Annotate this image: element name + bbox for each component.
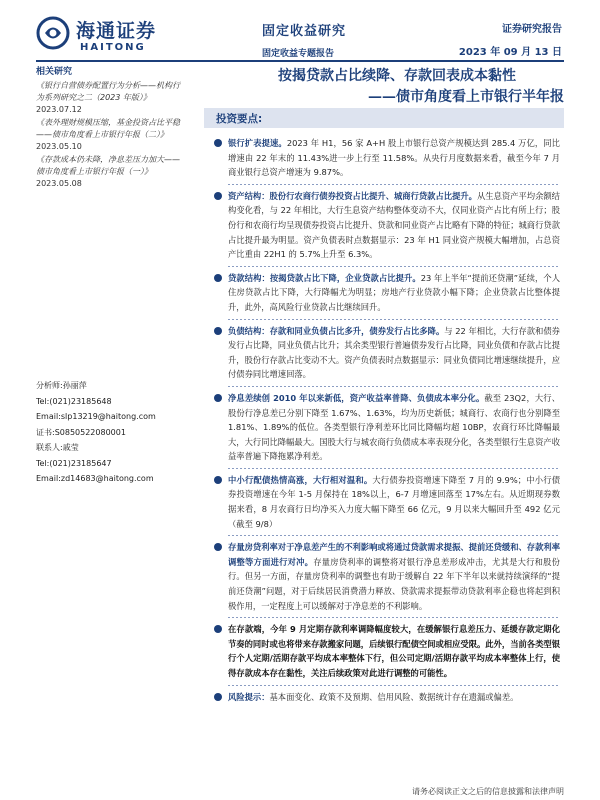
related-item[interactable] [36, 117, 186, 153]
bullet-lead: 银行扩表提速。 [228, 138, 287, 148]
bullet-lead: 风险提示： [228, 691, 270, 702]
bullet-separator [228, 386, 560, 387]
related-item-date: 2023.05.10 [36, 142, 82, 151]
related-item[interactable] [36, 154, 186, 190]
bullet-separator [228, 184, 560, 185]
bullet-separator [228, 617, 560, 618]
summary-bullet [204, 324, 564, 382]
bullet-dot-icon [214, 394, 222, 402]
bullet-separator [228, 535, 560, 536]
report-subtype: 固定收益专题报告 [262, 49, 335, 59]
analyst-contacts [36, 378, 186, 487]
summary-bullet [204, 690, 564, 705]
bullet-lead: 资产结构：股份行农商行债券投资占比提升、城商行贷款占比提升。 [228, 190, 477, 201]
bullet-text: 基本面变化、政策不及预期、信用风险、数据统计存在遗漏或偏差。 [269, 691, 519, 702]
bullet-dot-icon [214, 693, 222, 701]
bullet-text: 23 年上半年“提前还贷潮”延续，个人住房贷款占比下降，大行降幅尤为明显；房地产行业贷款小幅下降；企业贷款占比整体提升，此外，高风险行业贷款占比继续回升。 [228, 272, 560, 312]
report-title-block [200, 66, 564, 107]
disclaimer-footer: 请务必阅读正文之后的信息披露和法律声明 [412, 787, 564, 796]
summary-bullet [204, 271, 564, 315]
bullet-separator [228, 266, 560, 267]
report-header [0, 0, 600, 60]
bullet-lead: 净息差续创 2010 年以来新低，资产收益率普降、负债成本率分化。 [228, 392, 485, 403]
bullet-text: 存量房贷利率的调整将对银行净息差形成冲击，尤其是大行和股份行。但另一方面，存量房贷利率的调整也有助于缓解自 22 年下半年以来就持续演绎的“提前还贷潮”问题，对于后续居民消费潜力释放、贷款需求提振带动贷款利率企稳也将起到积极作用，一定程度上可以缓解对于净息差的不利影响。 [228, 556, 560, 611]
logo-chinese-name: 海通证券 [76, 20, 157, 42]
summary-bullet [204, 136, 564, 180]
bullet-lead: 负债结构：存款和同业负债占比多升，债券发行占比多降。 [228, 325, 445, 336]
research-category: 固定收益研究 [262, 24, 347, 39]
bullet-separator [228, 685, 560, 686]
sidebar-related-research [36, 66, 186, 191]
analyst-tel: Tel:(021)23185648 [36, 396, 112, 406]
bullet-dot-icon [214, 625, 222, 633]
bullet-dot-icon [214, 543, 222, 551]
related-item[interactable] [36, 80, 186, 116]
analyst-name: 分析师:孙丽萍 [36, 381, 87, 390]
contact-name: 联系人:戚莹 [36, 443, 79, 452]
logo-english-name: HAITONG [80, 42, 146, 53]
bullet-text: 大行债券投资增速下降至 7 月的 9.9%；中小行债券投资增速在今年 1-5 月保持在 18%以上，6-7 月增速回落至 17%左右。从近期现券数据来看，8 月农商行日均净买入力度大幅下降至 66 亿元，9 月以来大幅回升至 492 亿元（截至 9/8） [228, 474, 560, 529]
summary-heading-bar [204, 108, 564, 128]
haitong-logo [36, 16, 186, 56]
summary-bullet [204, 622, 564, 680]
bullet-dot-icon [214, 327, 222, 335]
report-type: 证券研究报告 [502, 24, 562, 35]
related-item-date: 2023.07.12 [36, 105, 82, 114]
bullet-text: 在存款端，今年 9 月定期存款利率调降幅度较大，在缓解银行息差压力、延缓存款定期化节奏的同时或也将带来存款搬家问题，后续银行配债空间或相应受限。此外，当前各类型银行个人定期/活期存款平均成本率整体下行，但公司定期/活期存款平均成本率整体上行，使得存款成本存在黏性，关注后续政策对此进行调整的可能性。 [228, 624, 560, 678]
bullet-dot-icon [214, 274, 222, 282]
contact-email[interactable]: Email:zd14683@haitong.com [36, 474, 154, 483]
bullet-lead: 贷款结构：按揭贷款占比下降，企业贷款占比提升。 [228, 272, 421, 283]
header-divider [36, 60, 564, 62]
bullet-dot-icon [214, 192, 222, 200]
report-subtitle: ——债市角度看上市银行半年报 [368, 89, 564, 105]
summary-bullet [204, 391, 564, 464]
related-item-date: 2023.05.08 [36, 179, 82, 188]
investment-summary [204, 136, 564, 704]
contact-tel: Tel:(021)23185647 [36, 458, 112, 468]
analyst-certificate: 证书:S0850522080001 [36, 427, 126, 437]
bullet-dot-icon [214, 476, 222, 484]
bullet-text: 截至 23Q2，大行、股份行净息差已分别下降至 1.67%、1.63%，均为历史新低；城商行、农商行也分别降至 1.81%、1.89%的低位。各类型银行净利差环比同比降幅均超 10BP，农商行环比降幅最大，大行同比降幅最大。国股大行与城农商行负债成本率表现分化，各类型银行生息资产收益率普遍下降拖累净利差。 [228, 392, 560, 462]
bullet-separator [228, 319, 560, 320]
analyst-email[interactable]: Email:slp13219@haitong.com [36, 412, 156, 421]
bullet-separator [228, 468, 560, 469]
related-item-title[interactable]: 《表外理财规模压缩，基金投资占比平稳——债市角度看上市银行年报（二）》 [36, 118, 180, 139]
bullet-lead: 中小行配债热情高涨，大行相对温和。 [228, 474, 373, 485]
related-item-title[interactable]: 《银行自营债券配置行为分析——机构行为系列研究之二（2023 年版）》 [36, 81, 180, 102]
haitong-logo-icon [36, 16, 70, 50]
bullet-lead: 存量房贷利率对于净息差产生的不利影响或将通过贷款需求提振、提前还贷缓和、存款利率调整等方面进行对冲。 [228, 542, 560, 567]
summary-bullet [204, 540, 564, 613]
summary-bullet [204, 189, 564, 262]
summary-bullet [204, 473, 564, 531]
bullet-text: 从生息资产平均余额结构变化看，与 22 年相比，大行生息资产结构整体变动不大，仅同业资产占比有所上行；股份行和农商行均呈现债券投资占比提升、贷款和同业资产占比略有下降的特征；城商行贷款占比提升最为明显。资产负债表时点数据显示：23 年 H1 同业资产规模大幅增加，占总资产比重由 22H1 的 5.7%上升至 6.3%。 [228, 190, 560, 260]
related-item-title[interactable]: 《存款成本仍未降，净息差压力加大——债市角度看上市银行年报（一）》 [36, 155, 180, 176]
related-heading: 相关研究 [36, 67, 73, 77]
report-title: 按揭贷款占比续降、存款回表成本黏性 [278, 68, 516, 84]
report-date: 2023 年 09 月 13 日 [458, 47, 562, 58]
bullet-text: 2023 年 H1，56 家 A+H 股上市银行总资产规模达到 285.4 万亿，同比增速由 22 年末的 11.43%进一步上行至 11.58%。从央行月度数据来看，截至今年 7 月商业银行总资产增速为 9.87%。 [228, 138, 560, 178]
header-meta-block [459, 20, 562, 58]
header-category-block [262, 20, 346, 59]
bullet-text: 与 22 年相比，大行存款和债券发行占比降，同业负债占比升；其余类型银行普遍债券发行占比降，同业负债和存款占比提升，股份行存款占比变动不大。资产负债表时点数据显示：同业负债同比增速继续提升，应付债券同比增速回落。 [228, 325, 560, 380]
summary-heading: 投资要点: [216, 113, 263, 125]
bullet-dot-icon [214, 139, 222, 147]
